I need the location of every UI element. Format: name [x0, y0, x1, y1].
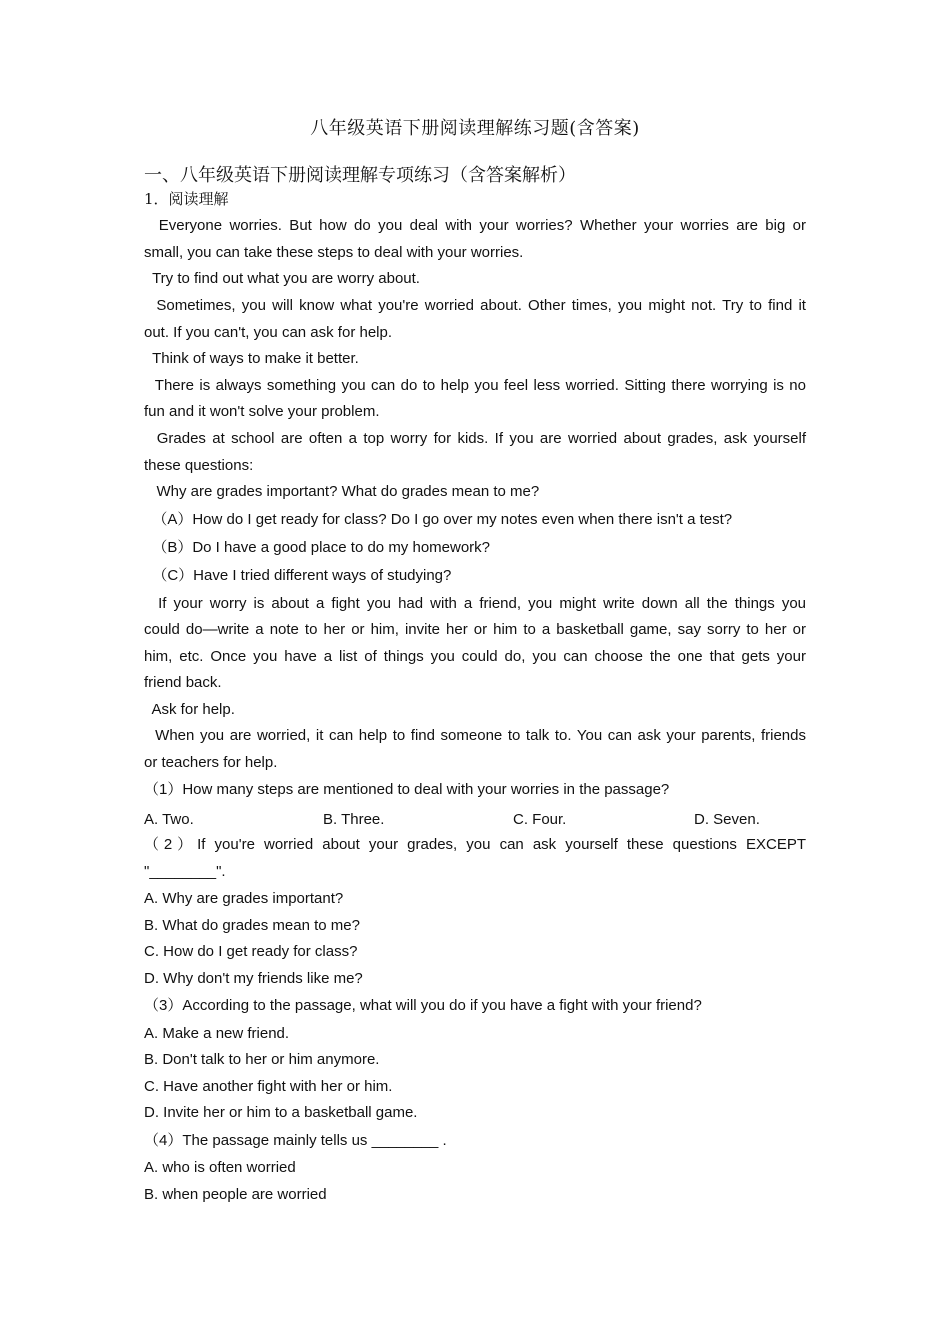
- passage-line: out. If you can't, you can ask for help.: [144, 324, 393, 341]
- question-2-stem: （2）If you're worried about your grades, you can ask yourself these questions EXCEPT: [144, 836, 806, 853]
- passage-line: When you are worried, it can help to find someone to talk to. You can ask your parents, friends: [144, 727, 806, 744]
- question-1-stem: （1）How many steps are mentioned to deal with your worries in the passage?: [144, 781, 670, 798]
- passage-line: Ask for help.: [144, 701, 235, 718]
- passage-line: could do—write a note to her or him, invite her or him to a basketball game, say sorry to her or: [144, 621, 806, 638]
- passage-line: fun and it won't solve your problem.: [144, 403, 380, 420]
- question-4-stem: （4）The passage mainly tells us ________ .: [144, 1132, 447, 1149]
- q3-option-a: A. Make a new friend.: [144, 1025, 290, 1042]
- section-heading: 一、八年级英语下册阅读理解专项练习（含答案解析）: [144, 165, 576, 186]
- q2-option-a: A. Why are grades important?: [144, 890, 344, 907]
- passage-line: （B）Do I have a good place to do my homework?: [144, 539, 491, 556]
- q4-option-b: B. when people are worried: [144, 1186, 327, 1203]
- passage-line: There is always something you can do to help you feel less worried. Sitting there worrying is no: [144, 377, 806, 394]
- q3-option-b: B. Don't talk to her or him anymore.: [144, 1051, 380, 1068]
- passage-line: Think of ways to make it better.: [144, 350, 359, 367]
- passage-line: Why are grades important? What do grades mean to me?: [144, 483, 540, 500]
- passage-line: Everyone worries. But how do you deal with your worries? Whether your worries are big or: [144, 217, 806, 234]
- passage-line: Sometimes, you will know what you're worried about. Other times, you might not. Try to find it: [144, 297, 806, 314]
- passage-line: Try to find out what you are worry about.: [144, 270, 420, 287]
- question-3-stem: （3）According to the passage, what will you do if you have a fight with your friend?: [144, 997, 702, 1014]
- passage-line: （A）How do I get ready for class? Do I go over my notes even when there isn't a test?: [144, 511, 733, 528]
- passage-line: If your worry is about a fight you had with a friend, you might write down all the things you: [144, 595, 806, 612]
- q1-option-c: C. Four.: [513, 811, 567, 828]
- q3-option-c: C. Have another fight with her or him.: [144, 1078, 393, 1095]
- passage-line: or teachers for help.: [144, 754, 278, 771]
- passage-line: friend back.: [144, 674, 222, 691]
- q1-option-a: A. Two.: [144, 811, 194, 828]
- passage-line: small, you can take these steps to deal with your worries.: [144, 244, 524, 261]
- q2-option-b: B. What do grades mean to me?: [144, 917, 360, 934]
- passage-line: Grades at school are often a top worry for kids. If you are worried about grades, ask yourself: [144, 430, 807, 447]
- q1-option-b: B. Three.: [323, 811, 385, 828]
- passage-line: （C）Have I tried different ways of studying?: [144, 567, 452, 584]
- question-number: 1．阅读理解: [144, 190, 229, 208]
- q3-option-d: D. Invite her or him to a basketball game.: [144, 1104, 418, 1121]
- passage-line: these questions:: [144, 457, 254, 474]
- question-2-stem-blank: "________".: [144, 863, 226, 880]
- q4-option-a: A. who is often worried: [144, 1159, 296, 1176]
- q2-option-c: C. How do I get ready for class?: [144, 943, 358, 960]
- passage-line: him, etc. Once you have a list of things you could do, you can choose the one that gets your: [144, 648, 806, 665]
- document-title: 八年级英语下册阅读理解练习题(含答案): [310, 118, 640, 139]
- q1-option-d: D. Seven.: [694, 811, 760, 828]
- q2-option-d: D. Why don't my friends like me?: [144, 970, 363, 987]
